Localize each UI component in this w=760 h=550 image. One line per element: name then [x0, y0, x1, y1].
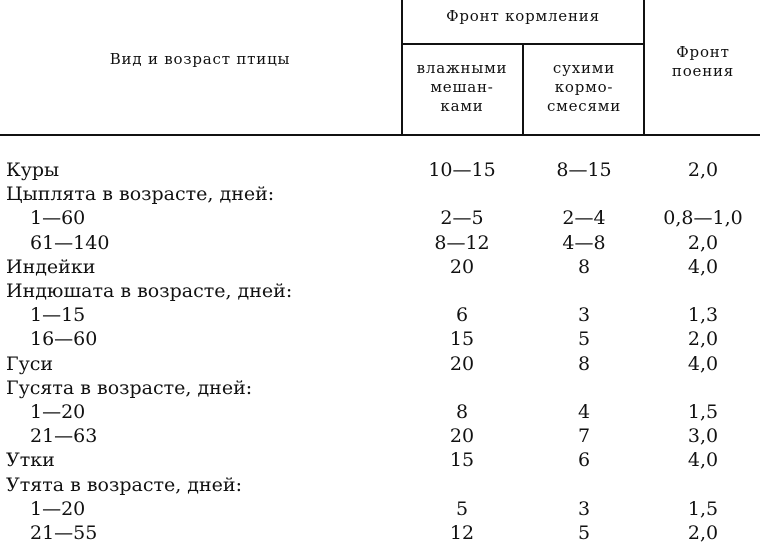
wet-mash-value: 8—12	[434, 231, 490, 254]
row-label: 1—60	[30, 207, 86, 230]
table-row	[0, 159, 760, 182]
row-label: 1—15	[30, 304, 86, 327]
wet-mash-value: 15	[449, 328, 475, 351]
dry-feed-value: 6	[577, 449, 591, 472]
table-row	[0, 183, 760, 206]
table-row	[0, 232, 760, 255]
column-header-dry-feed: сухими кормо- смесями	[546, 59, 622, 115]
table-row	[0, 474, 760, 497]
watering-value: 1,5	[687, 401, 719, 423]
dry-feed-value: 8	[577, 255, 591, 278]
table-row	[0, 449, 760, 472]
dry-feed-value: 4	[577, 401, 591, 423]
dry-feed-value: 8—15	[556, 159, 612, 181]
dry-feed-value: 3	[577, 304, 591, 327]
wet-mash-value: 10—15	[428, 159, 496, 181]
row-label: Гусята в возрасте, дней:	[6, 376, 253, 399]
dry-feed-value: 5	[577, 328, 591, 351]
wet-mash-value: 6	[455, 304, 469, 327]
row-label: Утки	[6, 449, 55, 472]
wet-mash-value: 5	[455, 497, 469, 520]
row-label: Куры	[6, 159, 60, 181]
row-label: 61—140	[30, 231, 110, 254]
row-label: Индейки	[6, 255, 96, 278]
column-header-wet-mash: влажными мешан- ками	[416, 59, 508, 115]
table-row	[0, 304, 760, 327]
row-label: 1—20	[30, 401, 86, 423]
wet-mash-value: 20	[449, 425, 475, 448]
row-label: Индюшата в возрасте, дней:	[6, 280, 293, 302]
watering-value: 1,3	[687, 304, 719, 327]
wet-mash-value: 20	[449, 352, 475, 375]
table-row	[0, 522, 760, 545]
row-label: Утята в возрасте, дней:	[6, 473, 242, 496]
watering-value: 4,0	[687, 255, 719, 278]
dry-feed-value: 4—8	[562, 231, 606, 254]
watering-value: 2,0	[687, 328, 719, 351]
table-row	[0, 425, 760, 448]
wet-mash-value: 15	[449, 449, 475, 472]
table-row	[0, 401, 760, 424]
table-row	[0, 207, 760, 230]
column-header-watering-front: Фронт поения	[671, 43, 735, 80]
wet-mash-value: 12	[449, 522, 475, 544]
row-label: 21—63	[30, 425, 98, 448]
watering-value: 1,5	[687, 497, 719, 520]
table-row	[0, 280, 760, 303]
dry-feed-value: 2—4	[562, 207, 606, 230]
dry-feed-value: 8	[577, 352, 591, 375]
row-label: Цыплята в возрасте, дней:	[6, 183, 275, 206]
watering-value: 2,0	[687, 159, 719, 181]
watering-value: 2,0	[687, 522, 719, 544]
table-row	[0, 353, 760, 376]
wet-mash-value: 20	[449, 255, 475, 278]
column-header-species: Вид и возраст птицы	[109, 50, 291, 68]
watering-value: 0,8—1,0	[663, 207, 743, 230]
table-row	[0, 377, 760, 400]
dry-feed-value: 3	[577, 497, 591, 520]
table-row	[0, 498, 760, 521]
watering-value: 3,0	[687, 425, 719, 448]
wet-mash-value: 2—5	[440, 207, 484, 230]
table-row	[0, 256, 760, 279]
header-group-rule	[401, 43, 645, 45]
table-row	[0, 328, 760, 351]
row-label: 21—55	[30, 522, 98, 544]
row-label: 16—60	[30, 328, 98, 351]
watering-value: 4,0	[687, 352, 719, 375]
dry-feed-value: 5	[577, 522, 591, 544]
row-label: 1—20	[30, 497, 86, 520]
watering-value: 4,0	[687, 449, 719, 472]
header-bottom-rule	[0, 134, 760, 136]
wet-mash-value: 8	[455, 401, 469, 423]
dry-feed-value: 7	[577, 425, 591, 448]
column-header-feeding-front: Фронт кормления	[446, 7, 600, 25]
watering-value: 2,0	[687, 231, 719, 254]
row-label: Гуси	[6, 352, 54, 375]
